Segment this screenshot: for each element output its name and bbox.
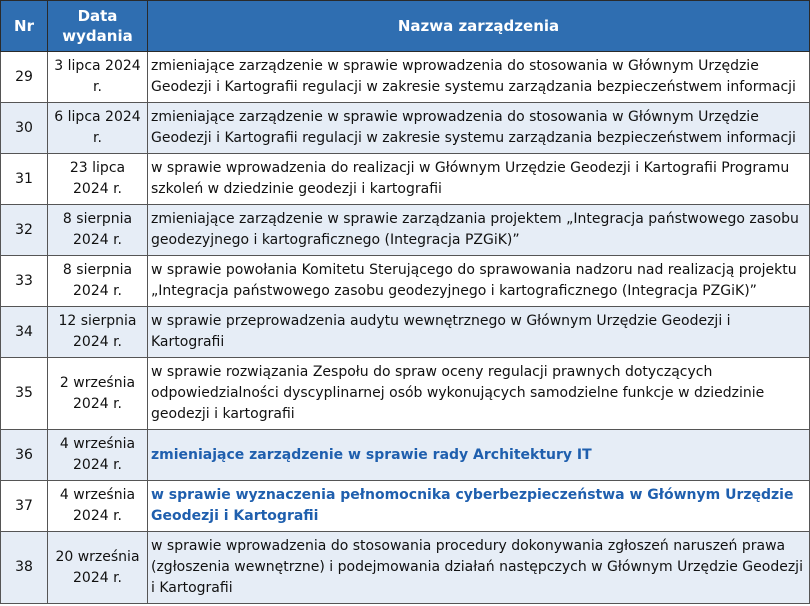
- row-name: zmieniające zarządzenie w sprawie wprowadzenia do stosowania w Głównym Urzędzie Geodezji i Kartografii regulacji w zakresie systemu zarządzania bezpieczeństwem informacji: [148, 103, 810, 154]
- table-row: [1, 205, 810, 256]
- row-date: 8 sierpnia 2024 r.: [48, 205, 148, 256]
- table-row: [1, 154, 810, 205]
- row-date: 3 lipca 2024 r.: [48, 52, 148, 103]
- row-nr: 37: [1, 481, 48, 532]
- table-row: [1, 307, 810, 358]
- row-name: zmieniające zarządzenie w sprawie zarządzania projektem „Integracja państwowego zasobu geodezyjnego i kartograficznego (Integracja PZGiK)”: [148, 205, 810, 256]
- row-name-link-cell: [148, 430, 810, 481]
- row-date: 4 września 2024 r.: [48, 430, 148, 481]
- table-row: [1, 256, 810, 307]
- table-row: [1, 103, 810, 154]
- row-name-link[interactable]: w sprawie wyznaczenia pełnomocnika cyberbezpieczeństwa w Głównym Urzędzie Geodezji i Kartografii: [151, 487, 794, 524]
- header-name: Nazwa zarządzenia: [148, 1, 810, 52]
- row-nr: 33: [1, 256, 48, 307]
- row-nr: 38: [1, 532, 48, 604]
- table-row: [1, 481, 810, 532]
- row-nr: 36: [1, 430, 48, 481]
- row-date: 12 sierpnia 2024 r.: [48, 307, 148, 358]
- row-nr: 31: [1, 154, 48, 205]
- table-row: [1, 430, 810, 481]
- row-date: 8 sierpnia 2024 r.: [48, 256, 148, 307]
- row-name: w sprawie przeprowadzenia audytu wewnętrznego w Głównym Urzędzie Geodezji i Kartografii: [148, 307, 810, 358]
- row-nr: 34: [1, 307, 48, 358]
- row-name: w sprawie wprowadzenia do realizacji w Głównym Urzędzie Geodezji i Kartografii Programu szkoleń w dziedzinie geodezji i kartografii: [148, 154, 810, 205]
- row-nr: 29: [1, 52, 48, 103]
- row-date: 2 września 2024 r.: [48, 358, 148, 430]
- row-date: 20 września 2024 r.: [48, 532, 148, 604]
- header-nr: Nr: [1, 1, 48, 52]
- row-date: 6 lipca 2024 r.: [48, 103, 148, 154]
- row-name: w sprawie powołania Komitetu Sterującego do sprawowania nadzoru nad realizacją projektu „Integracja państwowego zasobu geodezyjnego i kartograficznego (Integracja PZGiK)”: [148, 256, 810, 307]
- row-name: w sprawie wprowadzenia do stosowania procedury dokonywania zgłoszeń naruszeń prawa (zgłoszenia wewnętrzne) i podejmowania działań następczych w Głównym Urzędzie Geodezji i Kartografii: [148, 532, 810, 604]
- table-row: [1, 532, 810, 604]
- row-name-link[interactable]: zmieniające zarządzenie w sprawie rady Architektury IT: [151, 446, 592, 463]
- row-date: 23 lipca 2024 r.: [48, 154, 148, 205]
- row-name-link-cell: [148, 481, 810, 532]
- table-header-row: [1, 1, 810, 52]
- row-name: zmieniające zarządzenie w sprawie wprowadzenia do stosowania w Głównym Urzędzie Geodezji i Kartografii regulacji w zakresie systemu zarządzania bezpieczeństwem informacji: [148, 52, 810, 103]
- row-date: 4 września 2024 r.: [48, 481, 148, 532]
- row-nr: 30: [1, 103, 48, 154]
- table-row: [1, 358, 810, 430]
- row-nr: 32: [1, 205, 48, 256]
- header-date: Data wydania: [48, 1, 148, 52]
- row-nr: 35: [1, 358, 48, 430]
- row-name: w sprawie rozwiązania Zespołu do spraw oceny regulacji prawnych dotyczących odpowiedzialności dyscyplinarnej osób wykonujących samodzielne funkcje w dziedzinie geodezji i kartografii: [148, 358, 810, 430]
- table-row: [1, 52, 810, 103]
